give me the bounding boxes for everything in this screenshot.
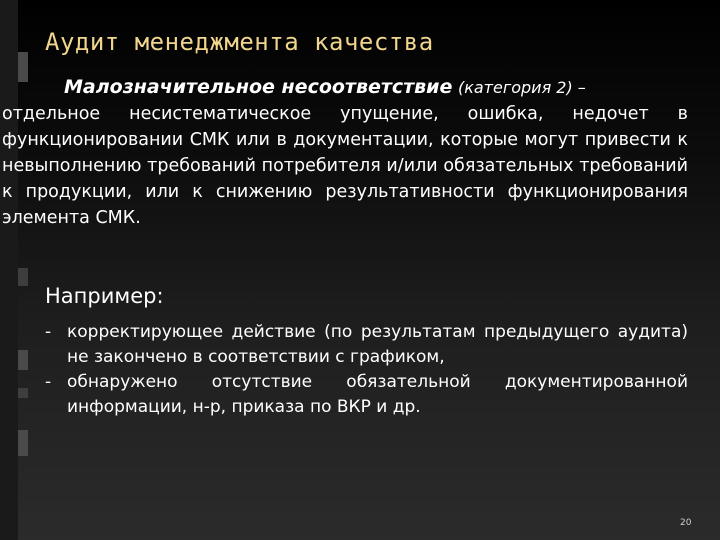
page-number: 20	[680, 518, 692, 528]
definition-first-line	[2, 74, 688, 101]
list-item	[45, 370, 688, 420]
list-marker: -	[45, 322, 52, 342]
definition-paragraph	[2, 74, 688, 231]
list-item	[45, 320, 688, 370]
list-item-text: корректирующее действие (по результатам предыдущего аудита) не закончено в соответствии с графиком,	[67, 322, 688, 367]
accent-block	[18, 430, 28, 456]
list-item-text: обнаружено отсутствие обязательной документированной информации, н-р, приказа по ВКР и др.	[67, 372, 688, 417]
slide-title: Аудит менеджмента качества	[45, 28, 434, 56]
list-marker: -	[45, 372, 52, 392]
definition-dash: –	[572, 78, 586, 97]
example-heading: Например:	[45, 284, 164, 308]
definition-term: Малозначительное несоответствие	[64, 76, 453, 98]
accent-block	[18, 350, 28, 370]
accent-block	[18, 388, 28, 398]
definition-category: (категория 2)	[457, 78, 573, 97]
definition-text: отдельное несистематическое упущение, ошибка, недочет в функционировании СМК или в документации, которые могут привести к невыполнению требований потребителя и/или обязательных требований к продукции, или к снижению результативности функционирования элемента СМК.	[2, 104, 688, 228]
example-list	[45, 320, 688, 420]
accent-block	[18, 268, 28, 286]
